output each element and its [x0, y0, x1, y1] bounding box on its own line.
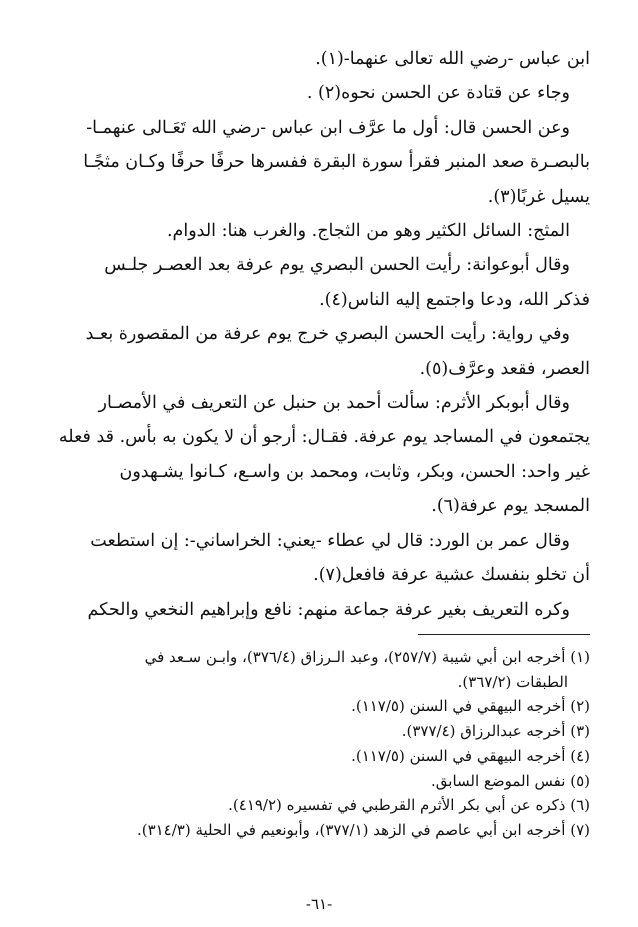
- text-line: وكره التعريف بغير عرفة جماعة منهم: نافع وإبراهيم النخعي والحكم: [87, 599, 570, 620]
- footnote-line: (٦) ذكره عن أبي بكر الأثرم القرطبي في تفسيره (٤١٩/٢).: [228, 796, 590, 815]
- text-line: وجاء عن قتادة عن الحسن نحوه(٢) .: [306, 83, 570, 104]
- text-line: وقال أبوبكر الأثرم: سألت أحمد بن حنبل عن التعريف في الأمصـار: [98, 393, 570, 414]
- text-line: يجتمعون في المساجد يوم عرفة. فقـال: أرجو أن لا يكون به بأس. قد فعله: [58, 427, 590, 448]
- text-line: وعن الحسن قال: أول ما عرَّف ابن عباس -رضي الله تَعَـالى عنهمـا-: [86, 117, 570, 138]
- text-line: ابن عباس -رضي الله تعالى عنهما-(١).: [315, 49, 590, 69]
- text-line: وقال عمر بن الورد: قال لي عطاء -يعني: الخراساني-: إن استطعت: [90, 530, 570, 551]
- footnote-line: الطبقات (٣٦٧/٢).: [457, 672, 568, 691]
- text-line: المثج: السائل الكثير وهو من الثجاج. والغرب هنا: الدوام.: [166, 221, 570, 242]
- text-line: وفي رواية: رأيت الحسن البصري خرج يوم عرفة من المقصورة بعـد: [85, 324, 570, 345]
- text-line: وقال أبوعوانة: رأيت الحسن البصري يوم عرفة بعد العصـر جلـس: [104, 255, 570, 276]
- footnote-line: (٣) أخرجه عبدالرزاق (٣٧٧/٤).: [401, 722, 590, 741]
- text-line: العصر، فقعد وعرَّف(٥).: [419, 358, 590, 379]
- main-text: [58, 42, 590, 627]
- text-line: يسيل غربًا(٣).: [487, 186, 590, 207]
- footnotes: [62, 645, 590, 843]
- footnote-line: (٥) نفس الموضع السابق.: [431, 771, 590, 790]
- footnote-line: (٤) أخرجه البيهقي في السنن (١١٧/٥).: [351, 746, 590, 765]
- page-number: -٦١-: [305, 895, 333, 913]
- footnote-separator: [418, 634, 590, 635]
- text-line: المسجد يوم عرفة(٦).: [431, 496, 590, 517]
- text-line: غير واحد: الحسن، وبكر، وثابت، ومحمد بن واسـع، كـانوا يشـهدون: [119, 461, 590, 482]
- text-line: بالبصـرة صعد المنبر فقرأ سورة البقرة ففسرها حرفًا حرفًا وكـان مثجًـا: [83, 152, 590, 173]
- text-line: أن تخلو بنفسك عشية عرفة فافعل(٧).: [313, 565, 590, 586]
- footnote-line: (١) أخرجه ابن أبي شيبة (٢٥٧/٧)، وعبد الـرزاق (٣٧٦/٤)، وابـن سـعد في: [144, 648, 590, 666]
- footnote-line: (٢) أخرجه البيهقي في السنن (١١٧/٥).: [351, 697, 590, 716]
- footnote-line: (٧) أخرجه ابن أبي عاصم في الزهد (٣٧٧/١)، وأبونعيم في الحلية (٣١٤/٣).: [136, 820, 590, 839]
- text-line: فذكر الله، ودعا واجتمع إليه الناس(٤).: [319, 289, 590, 310]
